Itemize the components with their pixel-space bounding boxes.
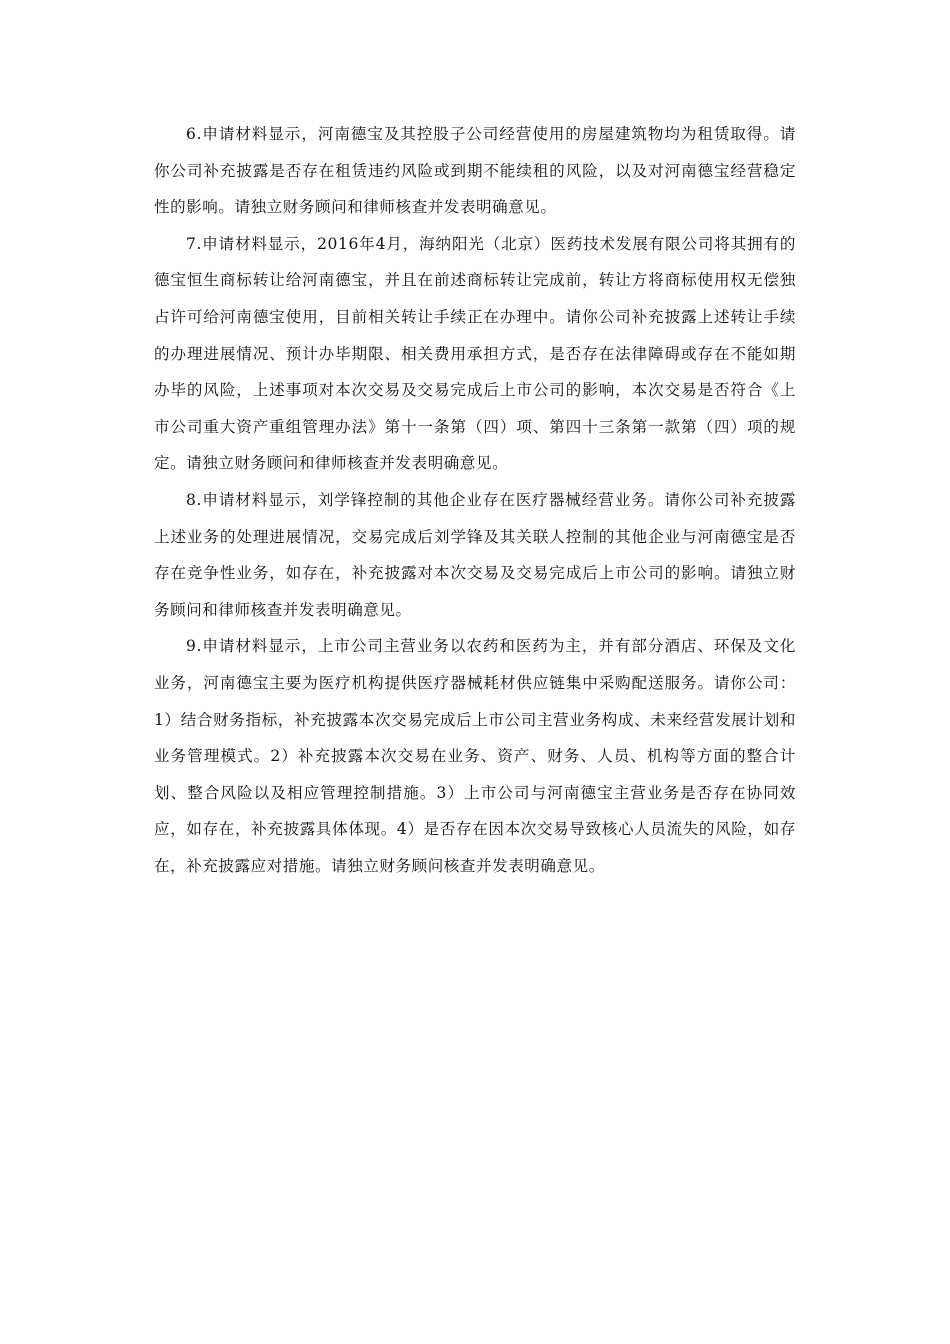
paragraph-question-9: 9.申请材料显示，上市公司主营业务以农药和医药为主，并有部分酒店、环保及文化业务，河南德宝主要为医疗机构提供医疗器械耗材供应链集中采购配送服务。请你公司：1）结合财务指标，补充披露本次交易完成后上市公司主营业务构成、未来经营发展计划和业务管理模式。2）补充披露本次交易在业务、资产、财务、人员、机构等方面的整合计划、整合风险以及相应管理控制措施。3）上市公司与河南德宝主营业务是否存在协同效应，如存在，补充披露具体体现。4）是否存在因本次交易导致核心人员流失的风险，如存在，补充披露应对措施。请独立财务顾问核查并发表明确意见。 (154, 637, 796, 875)
document-body (154, 116, 796, 884)
paragraph-question-7: 7.申请材料显示，2016年4月，海纳阳光（北京）医药技术发展有限公司将其拥有的德宝恒生商标转让给河南德宝，并且在前述商标转让完成前，转让方将商标使用权无偿独占许可给河南德宝使用，目前相关转让手续正在办理中。请你公司补充披露上述转让手续的办理进展情况、预计办毕期限、相关费用承担方式，是否存在法律障碍或存在不能如期办毕的风险，上述事项对本次交易及交易完成后上市公司的影响，本次交易是否符合《上市公司重大资产重组管理办法》第十一条第（四）项、第四十三条第一款第（四）项的规定。请独立财务顾问和律师核查并发表明确意见。 (154, 234, 796, 473)
paragraph-question-8: 8.申请材料显示，刘学锋控制的其他企业存在医疗器械经营业务。请你公司补充披露上述业务的处理进展情况，交易完成后刘学锋及其关联人控制的其他企业与河南德宝是否存在竞争性业务，如存在，补充披露对本次交易及交易完成后上市公司的影响。请独立财务顾问和律师核查并发表明确意见。 (154, 490, 796, 619)
paragraph-question-6: 6.申请材料显示，河南德宝及其控股子公司经营使用的房屋建筑物均为租赁取得。请你公司补充披露是否存在租赁违约风险或到期不能续租的风险，以及对河南德宝经营稳定性的影响。请独立财务顾问和律师核查并发表明确意见。 (154, 125, 796, 217)
